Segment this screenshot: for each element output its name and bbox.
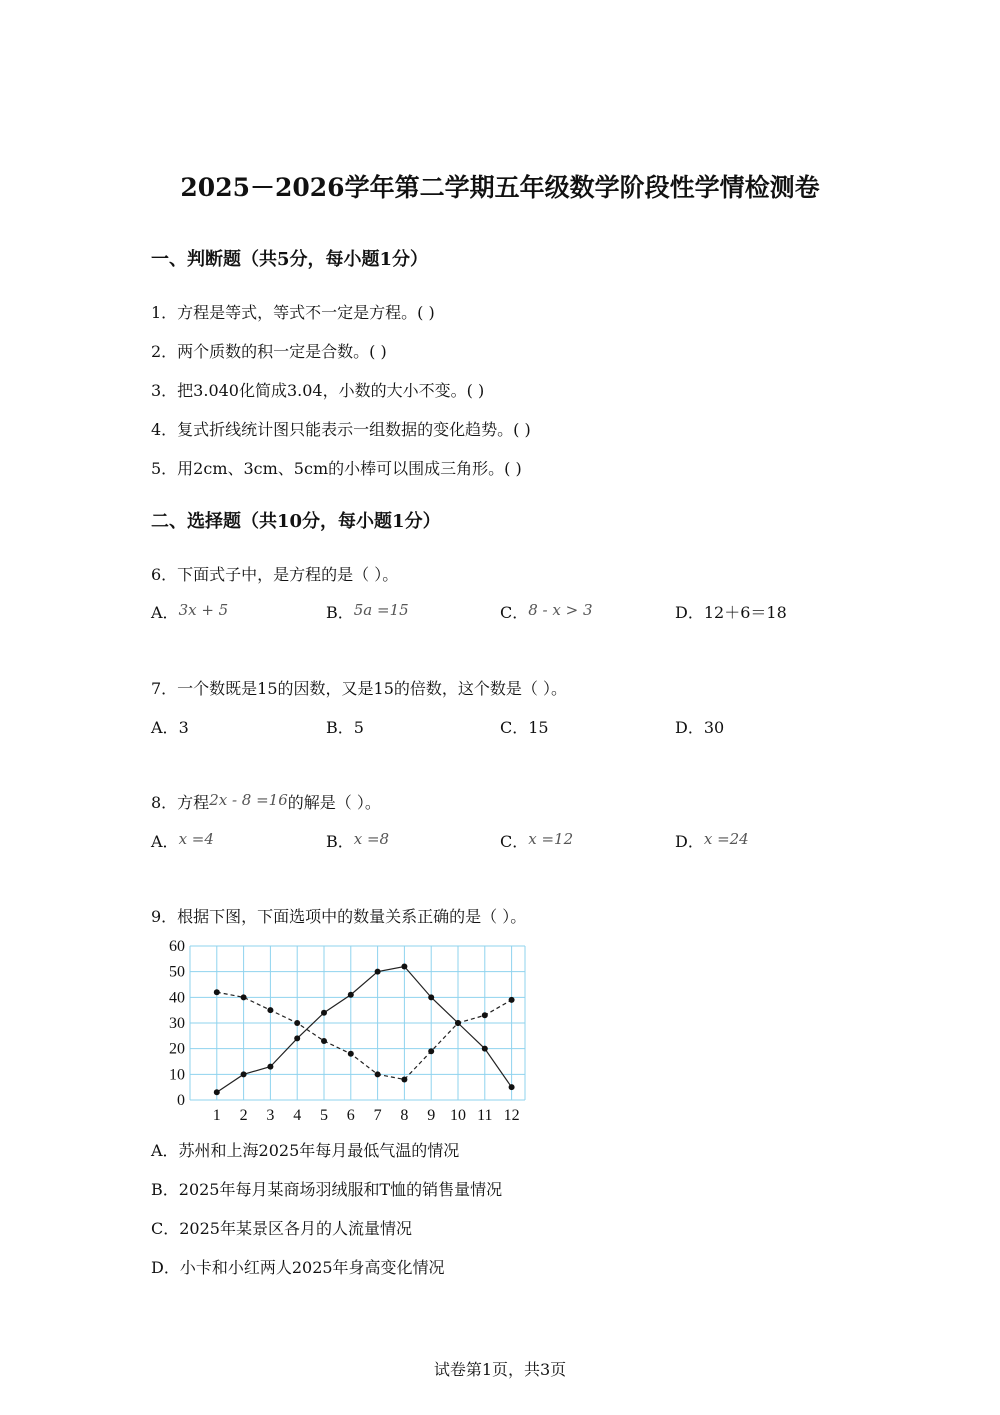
x-tick-label: 12 bbox=[503, 1107, 520, 1124]
x-tick-label: 9 bbox=[427, 1107, 436, 1124]
series-2-point bbox=[455, 1020, 461, 1026]
x-tick-label: 3 bbox=[266, 1107, 275, 1124]
section-1-heading: 一、判断题（共5分，每小题1分） bbox=[151, 249, 429, 270]
series-1-point bbox=[401, 964, 407, 970]
q6-option-a: A．3x + 5 bbox=[151, 601, 229, 622]
y-tick-label: 30 bbox=[169, 1015, 185, 1032]
q6-option-b: B．5a =15 bbox=[326, 601, 409, 622]
series-1-point bbox=[241, 1071, 247, 1077]
question-6-stem: 6．下面式子中，是方程的是（ ）。 bbox=[151, 565, 399, 584]
q6-option-c: C．8 - x > 3 bbox=[500, 601, 593, 622]
y-tick-label: 20 bbox=[169, 1040, 185, 1058]
q9-option-b: B．2025年每月某商场羽绒服和T恤的销售量情况 bbox=[151, 1180, 503, 1199]
x-tick-label: 11 bbox=[477, 1107, 493, 1124]
series-1-point bbox=[348, 992, 354, 998]
question-5: 5．用2cm、3cm、5cm的小棒可以围成三角形。( ) bbox=[151, 459, 522, 478]
series-1-point bbox=[428, 994, 434, 1000]
y-tick-label: 50 bbox=[169, 963, 185, 981]
q6-option-d-text: 12＋6＝18 bbox=[703, 603, 787, 622]
q6-option-c-formula: 8 - x > 3 bbox=[528, 601, 593, 619]
series-1-point bbox=[321, 1010, 327, 1016]
series-2-point bbox=[267, 1007, 273, 1013]
y-tick-label: 0 bbox=[177, 1092, 185, 1109]
x-tick-label: 7 bbox=[373, 1107, 382, 1124]
x-tick-label: 2 bbox=[239, 1107, 248, 1124]
y-tick-label: 10 bbox=[169, 1066, 185, 1084]
series-2-point bbox=[428, 1048, 434, 1054]
series-2-point bbox=[375, 1071, 381, 1077]
x-tick-label: 1 bbox=[212, 1107, 221, 1124]
series-line-1 bbox=[217, 967, 512, 1093]
x-tick-label: 6 bbox=[346, 1107, 355, 1124]
line-chart bbox=[160, 937, 540, 1131]
question-1: 1．方程是等式，等式不一定是方程。( ) bbox=[151, 303, 435, 322]
series-1-point bbox=[375, 969, 381, 975]
q7-option-d: D．30 bbox=[675, 718, 725, 737]
series-1-point bbox=[509, 1084, 515, 1090]
exam-title: 2025－2026学年第二学期五年级数学阶段性学情检测卷 bbox=[180, 173, 820, 202]
section-2-heading: 二、选择题（共10分，每小题1分） bbox=[151, 511, 441, 532]
q9-option-a: A．苏州和上海2025年每月最低气温的情况 bbox=[151, 1141, 460, 1160]
series-2-point bbox=[214, 989, 220, 995]
y-tick-label: 60 bbox=[169, 938, 185, 955]
q6-option-b-formula: 5a =15 bbox=[353, 601, 409, 619]
series-2-point bbox=[321, 1038, 327, 1044]
y-tick-label: 40 bbox=[169, 989, 185, 1007]
series-1-point bbox=[267, 1064, 273, 1070]
question-2: 2．两个质数的积一定是合数。( ) bbox=[151, 342, 387, 361]
series-1-point bbox=[214, 1089, 220, 1095]
q8-equation: 2x - 8 =16 bbox=[209, 791, 288, 809]
series-1-point bbox=[482, 1046, 488, 1052]
x-tick-label: 4 bbox=[293, 1107, 302, 1124]
q6-option-a-formula: 3x + 5 bbox=[178, 601, 229, 619]
q8-option-d: D．x =24 bbox=[675, 830, 749, 851]
x-tick-label: 10 bbox=[450, 1107, 466, 1124]
x-tick-label: 5 bbox=[320, 1107, 328, 1124]
question-4: 4．复式折线统计图只能表示一组数据的变化趋势。( ) bbox=[151, 420, 531, 439]
line-chart-svg bbox=[160, 937, 540, 1127]
series-2-point bbox=[294, 1020, 300, 1026]
q6-option-d: D．12＋6＝18 bbox=[675, 603, 787, 622]
series-2-point bbox=[241, 994, 247, 1000]
question-8-stem: 8．方程2x - 8 =16的解是（ ）。 bbox=[151, 791, 381, 812]
page-footer: 试卷第1页，共3页 bbox=[433, 1360, 567, 1379]
question-3: 3．把3.040化简成3.04，小数的大小不变。( ) bbox=[151, 381, 485, 400]
series-2-point bbox=[509, 997, 515, 1003]
question-7-stem: 7．一个数既是15的因数，又是15的倍数，这个数是（ ）。 bbox=[151, 679, 567, 698]
series-1-point bbox=[294, 1035, 300, 1041]
q7-option-b: B．5 bbox=[326, 718, 364, 737]
q9-option-c: C．2025年某景区各月的人流量情况 bbox=[151, 1219, 412, 1238]
series-2-point bbox=[482, 1012, 488, 1018]
q8-option-b: B．x =8 bbox=[326, 830, 390, 851]
x-tick-label: 8 bbox=[400, 1107, 409, 1124]
q9-option-d: D．小卡和小红两人2025年身高变化情况 bbox=[151, 1258, 445, 1277]
q7-option-a: A．3 bbox=[151, 718, 189, 737]
series-2-point bbox=[401, 1076, 407, 1082]
q7-option-c: C．15 bbox=[500, 718, 549, 737]
series-2-point bbox=[348, 1051, 354, 1057]
question-9-stem: 9．根据下图，下面选项中的数量关系正确的是（ ）。 bbox=[151, 907, 527, 926]
q8-option-a: A．x =4 bbox=[151, 830, 214, 851]
series-line-2 bbox=[217, 992, 512, 1079]
q8-option-c: C．x =12 bbox=[500, 830, 574, 851]
